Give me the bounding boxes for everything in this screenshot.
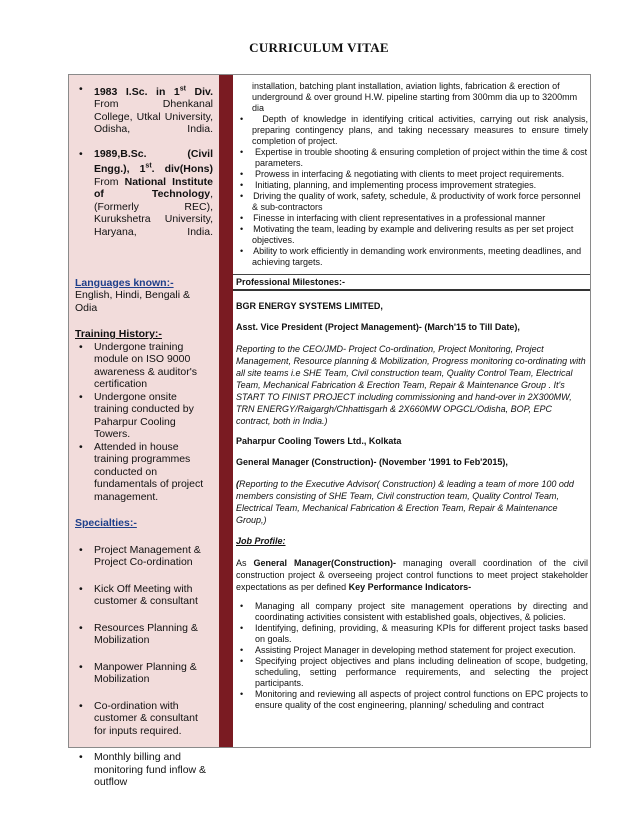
specialty-item: • Project Management & Project Co-ordination (75, 544, 213, 569)
right-column (233, 75, 590, 747)
job-bullets (236, 601, 588, 711)
education-item: • 1989,B.Sc. (Civil Engg.), 1st. div(Hons) From National Institute of Technology, (Formerly REC), Kurukshetra University, Haryana, India. (75, 148, 213, 251)
bullet-item: • Managing all company project site management operations by directing and coordinating activities consistent with established goals, objectives, & policies. (236, 601, 588, 623)
specialty-item: • Resources Planning & Mobilization (75, 622, 213, 647)
job-profile-heading: Job Profile: (236, 536, 286, 546)
training-heading: Training History:- (75, 328, 162, 340)
training-item: • Undergone training module on ISO 9000 awareness & auditor's certification (75, 341, 213, 391)
specialty-item: • Co-ordination with customer & consultant for inputs required. (75, 700, 213, 738)
training-item: • Undergone onsite training conducted by Paharpur Cooling Towers. (75, 391, 213, 441)
bullet-item: • Initiating, planning, and implementing process improvement strategies. (236, 180, 588, 191)
divider-bar (219, 75, 233, 747)
left-column (69, 75, 219, 788)
cv-frame (68, 74, 591, 788)
sub-point: • Motivating the team, leading by example and delivering results as per set project objectives. (240, 224, 574, 245)
bullet-item: • Identifying, defining, providing, & measuring KPIs for different project tasks based on goals. (236, 623, 588, 645)
languages-text: English, Hindi, Bengali & Odia (75, 289, 190, 314)
sub-point: • Driving the quality of work, safety, schedule, & productivity of work force personnel & sub-contractors (240, 191, 581, 212)
bullet-item: • Monitoring and reviewing all aspects of project control functions on EPC projects to ensure quality of the cost engineering, planning/ scheduling and contract (236, 689, 588, 711)
bullet-item: • Assisting Project Manager in developing method statement for project execution. (236, 645, 588, 656)
languages-heading: Languages known:- (75, 276, 174, 289)
education-item: • 1983 I.Sc. in 1st Div. From Dhenkanal College, Utkal University, Odisha, India. (75, 83, 213, 148)
role-title: General Manager (Construction)- (November '1991 to Feb'2015), (236, 457, 508, 467)
role-title: Asst. Vice President (Project Management)- (March'15 to Till Date), (236, 322, 520, 332)
role-description: (Reporting to the Executive Advisor( Construction) & leading a team of more 100 odd members consisting of SHE Team, Civil construction team, Quality Control Team, Electrical Team, Mechanical Fabrication & Erection Team, Repair & Maintenance Group,) (236, 479, 574, 525)
milestones-heading: Professional Milestones:- (233, 274, 590, 291)
top-bullets (236, 147, 588, 191)
bullet-item: • Expertise in trouble shooting & ensuring completion of project within the time & cost parameters. (236, 147, 588, 169)
company-name: Paharpur Cooling Towers Ltd., Kolkata (236, 436, 402, 446)
specialties-list (75, 544, 213, 789)
bullet-item: • Prowess in interfacing & negotiating with clients to meet project requirements. (236, 169, 588, 180)
education-list (75, 83, 213, 251)
sub-point: • Depth of knowledge in identifying critical activities, carrying out risk analysis, preparing contingency plans, and taking necessary measures to ensure timely completion of project. (240, 114, 588, 146)
training-list (75, 341, 213, 504)
specialty-item: • Kick Off Meeting with customer & consultant (75, 583, 213, 608)
specialty-item: • Manpower Planning & Mobilization (75, 661, 213, 686)
page-title: CURRICULUM VITAE (249, 40, 389, 55)
sub-point: • Ability to work efficiently in demanding work environments, meeting deadlines, and achieving targets. (240, 246, 582, 267)
training-item: • Attended in house training programmes conducted on fundamentals of project management. (75, 441, 213, 504)
sub-point: • Finesse in interfacing with client representatives in a professional manner (240, 213, 546, 223)
company-name: BGR ENERGY SYSTEMS LIMITED, (236, 301, 383, 311)
job-profile-text: As General Manager(Construction)- managing overall coordination of the civil construction project & overseeing project control functions to meet project stakeholder expectations as per defined Key Performance Indicators- (236, 558, 588, 592)
top-paragraph: installation, batching plant installation, aviation lights, fabrication & erection of underground & over ground H.W. pipeline starting from 300mm dia up to 3200mm dia (252, 81, 578, 113)
specialties-heading: Specialties:- (75, 517, 137, 529)
role-description: Reporting to the CEO/JMD- Project Co-ordination, Project Monitoring, Project Management, Resource planning & Mobilization, Progress monitoring co-ordinating with all site teams i.e SHE Team, Civil construction team, Quality Control Team, Electrical Team, Mechanical Fabrication & Erection Team, Repair & Maintenance Group . It's START TO FINIST PROJECT including commissioning and hand-over in 2X300MW, TRN ENERGY/Raigargh/Chhattisgarh & 2X660MW OPGCL/Odisha, BOP, EPC contract, both in India.) (236, 344, 586, 426)
bullet-item: • Specifying project objectives and plans including delineation of scope, budgeting, scheduling, setting performance requirements, and selecting the project participants. (236, 656, 588, 689)
specialty-item: • Monthly billing and monitoring fund inflow & outflow (75, 751, 213, 789)
